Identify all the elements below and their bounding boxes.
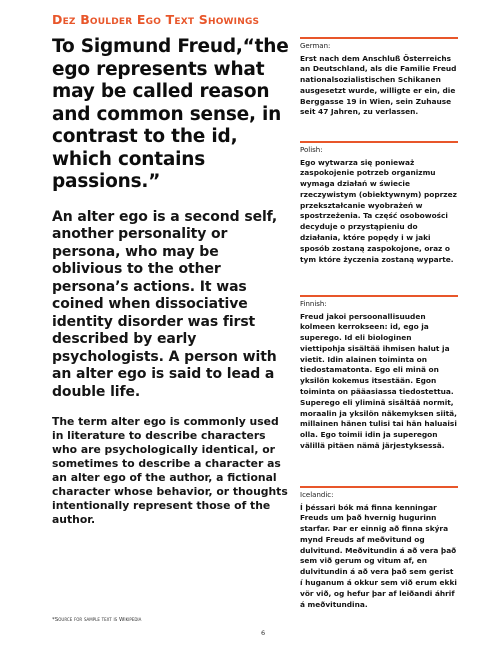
lead-quote: To Sigmund Freud,“the ego represents what may be called reason and common sense, in contrast to the id, which contains passions.” (52, 36, 289, 192)
language-sample-text: Í þéssari bók má finna kenningar Freuds um það hvernig hugurinn starfar. Þar er einnig að finna skýra mynd Freuds af meðvitund og dulvitund. Meðvitundin á að vera það sem við gerum og vitum af, en dulvitundin á að vera það sem gerist í huganum á okkur sem við erum ekki vör við, og hefur þar af leiðandi áhrif á meðvitundina. (300, 502, 457, 609)
left-column (52, 36, 290, 527)
source-footnote: *Source for sample text is Wikipedia (52, 617, 142, 623)
language-block-icelandic (300, 486, 458, 610)
language-sample-text: Erst nach dem Anschluß Österreichs an Deutschland, als die Familie Freud nationalsozialistischen Schikanen ausgesetzt wurde, willigte er ein, die Berggasse 19 in Wien, sein Zuhause seit 47 Jahren, zu verlassen. (300, 53, 457, 117)
language-label: German: (300, 41, 331, 50)
divider-rule (300, 37, 458, 39)
language-sample-text: Ego wytwarza się ponieważ zaspokojenie potrzeb organizmu wymaga działań w świecie rzeczywistym (obiektywnym) poprzez przekształcanie wyobrażeń w spostrzeżenia. Ta część osobowości decyduje o przystąpieniu do działania, które popędy i w jaki sposób zostaną zaspokojone, oraz o tym które życzenia zostaną wyparte. (300, 157, 457, 264)
language-block-german (300, 37, 458, 118)
language-label: Finnish: (300, 299, 327, 308)
language-label: Icelandic: (300, 490, 334, 499)
language-sample-text: Freud jakoi persoonallisuuden kolmeen kerrokseen: id, ego ja superego. Id eli biologinen viettipohja sisältää ihmisen halut ja vietit. Idin alainen toiminta on tiedostamatonta. Ego eli minä on yksilön kokemus itsestään. Egon toiminta on pääasiassa tiedostettua. Superego eli yliminä sisältää normit, moraalin ja yksilön näkemyksen siitä, millainen hänen tulisi tai hän haluaisi olla. Ego toimii idin ja superegon välillä pitäen nämä järjestyksessä. (300, 311, 457, 451)
specimen-header: Dez Boulder Ego Text Showings (52, 12, 260, 27)
small-paragraph: The term alter ego is commonly used in literature to describe characters who are psychologically identical, or sometimes to describe a character as an alter ego of the author, a fictional character whose behavior, or thoughts intentionally represent those of the author. (52, 415, 288, 526)
language-block-polish (300, 141, 458, 265)
mid-paragraph: An alter ego is a second self, another personality or persona, who may be oblivious to the other persona’s actions. It was coined when dissociative identity disorder was first described by early psychologists. A person with an alter ego is said to lead a double life. (52, 208, 278, 400)
divider-rule (300, 141, 458, 143)
language-label: Polish: (300, 145, 323, 154)
divider-rule (300, 486, 458, 488)
language-block-finnish (300, 295, 458, 452)
page-number: 6 (261, 629, 266, 637)
divider-rule (300, 295, 458, 297)
